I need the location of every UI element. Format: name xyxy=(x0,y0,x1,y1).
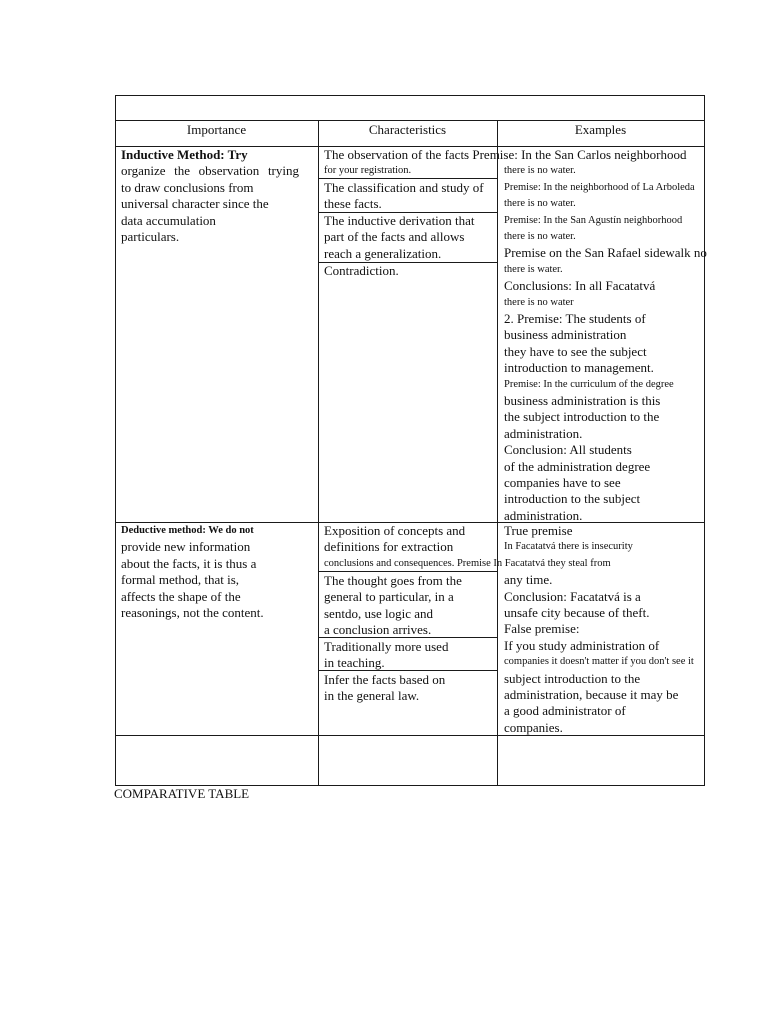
example-line: there is no water xyxy=(504,296,574,308)
characteristic-line: part of the facts and allows xyxy=(324,229,465,245)
example-line: introduction to the subject xyxy=(504,491,641,507)
example-line: business administration is this xyxy=(504,393,661,408)
importance-line: particulars. xyxy=(121,229,180,244)
example-line: Premise: In the neighborhood of La Arboleda xyxy=(504,181,695,193)
example-line: any time. xyxy=(504,572,553,588)
importance-line: provide new information xyxy=(121,539,251,555)
example-line: companies it doesn't matter if you don't see it xyxy=(504,656,694,668)
characteristic-line: The thought goes from the xyxy=(324,573,462,588)
example-line: Premise on the San Rafael sidewalk no xyxy=(504,245,707,261)
importance-line: about the facts, it is thus a xyxy=(121,555,257,571)
characteristic-line: general to particular, in a xyxy=(324,589,454,605)
example-line: there is no water. xyxy=(504,231,576,242)
characteristic-line: conclusions and consequences. Premise In Facatatvá they steal from xyxy=(324,557,611,569)
example-line: False premise: xyxy=(504,621,580,637)
table-border-left xyxy=(115,95,116,785)
example-line: there is no water. xyxy=(504,198,576,210)
characteristic-line: Exposition of concepts and xyxy=(324,523,466,538)
importance-line: affects the shape of the xyxy=(121,588,241,604)
characteristic-line: for your registration. xyxy=(324,165,412,177)
example-line: a good administrator of xyxy=(504,703,626,719)
characteristic-line: in the general law. xyxy=(324,688,420,704)
table-rule-1 xyxy=(115,120,705,121)
example-line: Premise: In the San Agustín neighborhood xyxy=(504,214,683,226)
characteristic-line: Contradiction. xyxy=(324,263,399,278)
importance-line: formal method, that is, xyxy=(121,572,240,588)
table-caption: COMPARATIVE TABLE xyxy=(114,786,250,801)
table-rule-4 xyxy=(115,735,705,736)
importance-line: Deductive method: We do not xyxy=(121,525,254,536)
example-line: there is no water. xyxy=(504,165,576,177)
example-line: companies. xyxy=(504,719,563,735)
characteristic-line: in teaching. xyxy=(324,655,385,671)
characteristic-line: The classification and study of xyxy=(324,180,484,195)
example-line: 2. Premise: The students of xyxy=(504,311,646,326)
characteristic-line: Traditionally more used xyxy=(324,639,449,654)
example-line: they have to see the subject xyxy=(504,343,647,359)
characteristic-line: definitions for extraction xyxy=(324,539,454,555)
importance-line-text: organize the observation trying xyxy=(121,163,299,179)
example-line: of the administration degree xyxy=(504,458,651,474)
characteristic-line: Infer the facts based on xyxy=(324,672,446,687)
example-line: In Facatatvá there is insecurity xyxy=(504,541,633,553)
example-line: the subject introduction to the xyxy=(504,409,660,425)
example-line: administration. xyxy=(504,425,583,441)
example-line: business administration xyxy=(504,327,627,343)
column-header-importance: Importance xyxy=(186,122,247,137)
column-header-characteristics: Characteristics xyxy=(368,122,447,137)
column-divider xyxy=(318,120,319,785)
column-header-examples: Examples xyxy=(574,122,627,137)
table-rule-0 xyxy=(115,95,705,96)
importance-line: to draw conclusions from xyxy=(121,179,254,195)
importance-line: universal character since the xyxy=(121,196,269,212)
example-line: administration, because it may be xyxy=(504,687,679,702)
example-line: Conclusion: Facatatvá is a xyxy=(504,588,641,604)
example-line: unsafe city because of theft. xyxy=(504,605,650,620)
characteristic-line: The inductive derivation that xyxy=(324,213,475,228)
importance-line: Inductive Method: Try xyxy=(121,147,248,162)
characteristic-line: reach a generalization. xyxy=(324,245,442,261)
characteristic-line: sentdo, use logic and xyxy=(324,605,434,621)
characteristic-line: a conclusion arrives. xyxy=(324,622,432,638)
example-line: True premise xyxy=(504,523,573,538)
example-line: companies have to see xyxy=(504,475,621,490)
example-line: there is water. xyxy=(504,263,563,275)
importance-line: data accumulation xyxy=(121,212,216,228)
importance-line xyxy=(121,163,299,179)
importance-line: reasonings, not the content. xyxy=(121,605,264,620)
example-line: If you study administration of xyxy=(504,637,660,653)
column-divider xyxy=(497,120,498,785)
example-line: Conclusions: In all Facatatvá xyxy=(504,278,656,294)
example-line: introduction to management. xyxy=(504,360,654,376)
example-line: Conclusion: All students xyxy=(504,442,632,458)
example-line: Premise: In the curriculum of the degree xyxy=(504,378,674,390)
characteristic-line: The observation of the facts Premise: In the San Carlos neighborhood xyxy=(324,147,687,162)
table-border-right xyxy=(704,95,705,786)
example-line: subject introduction to the xyxy=(504,670,641,686)
example-line: administration. xyxy=(504,507,583,523)
characteristic-line: these facts. xyxy=(324,196,382,212)
